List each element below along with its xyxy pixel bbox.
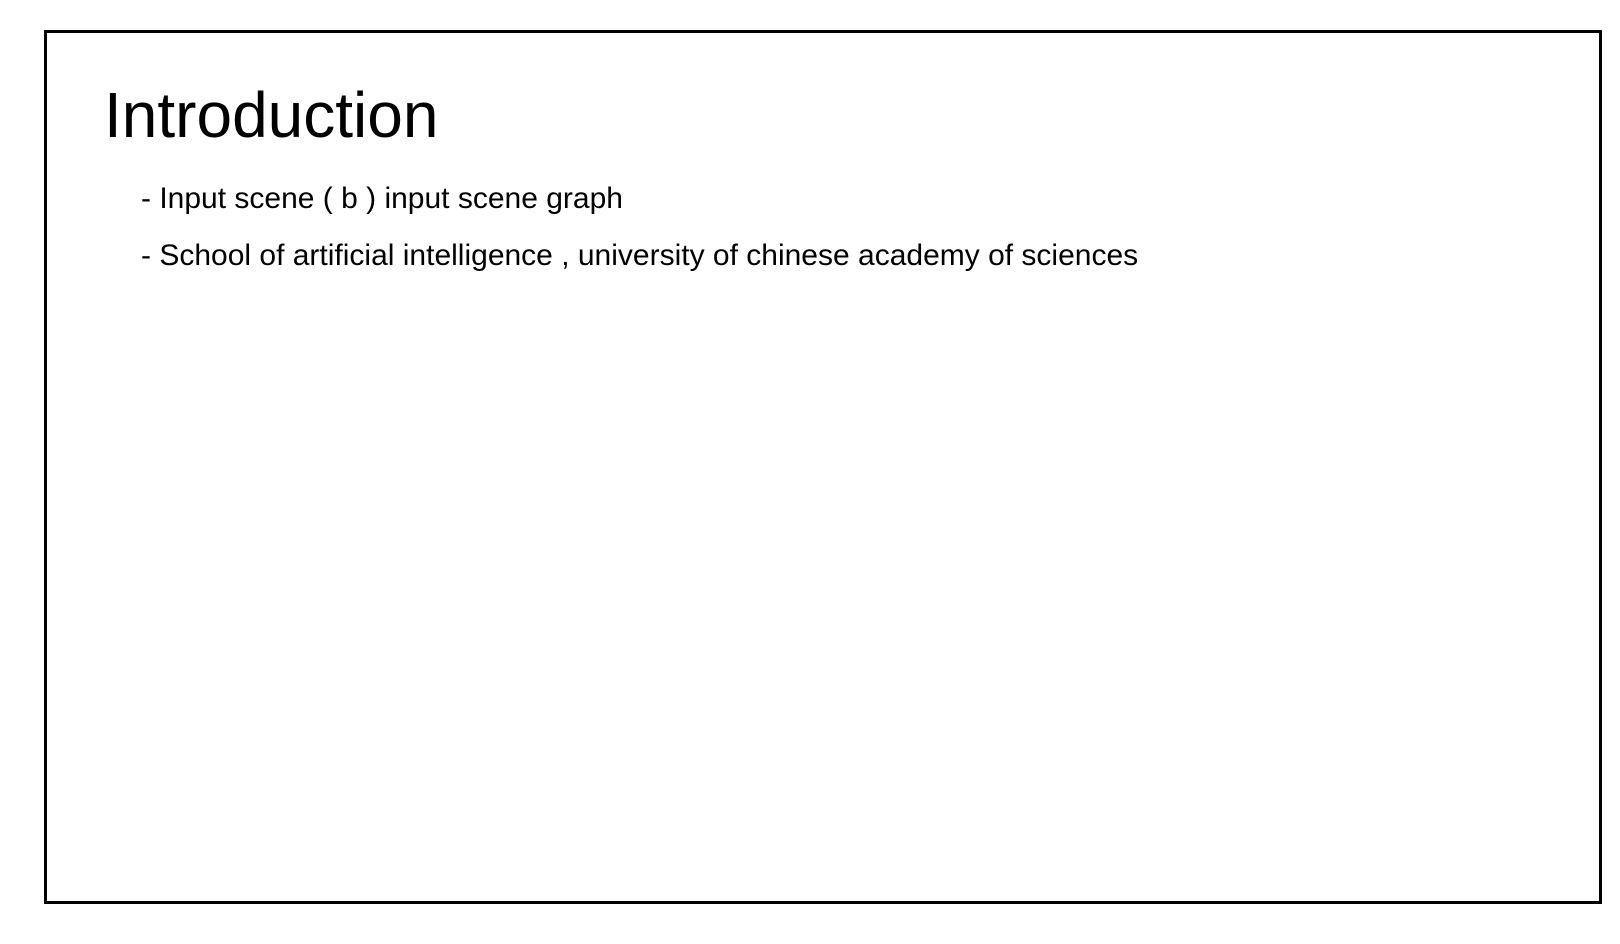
bullet-list (141, 170, 1138, 284)
bullet-item: - School of artificial intelligence , university of chinese academy of sciences (141, 239, 1139, 272)
slide-frame (44, 30, 1602, 904)
slide-title: Introduction (104, 79, 439, 151)
bullet-item: - Input scene ( b ) input scene graph (141, 182, 623, 215)
